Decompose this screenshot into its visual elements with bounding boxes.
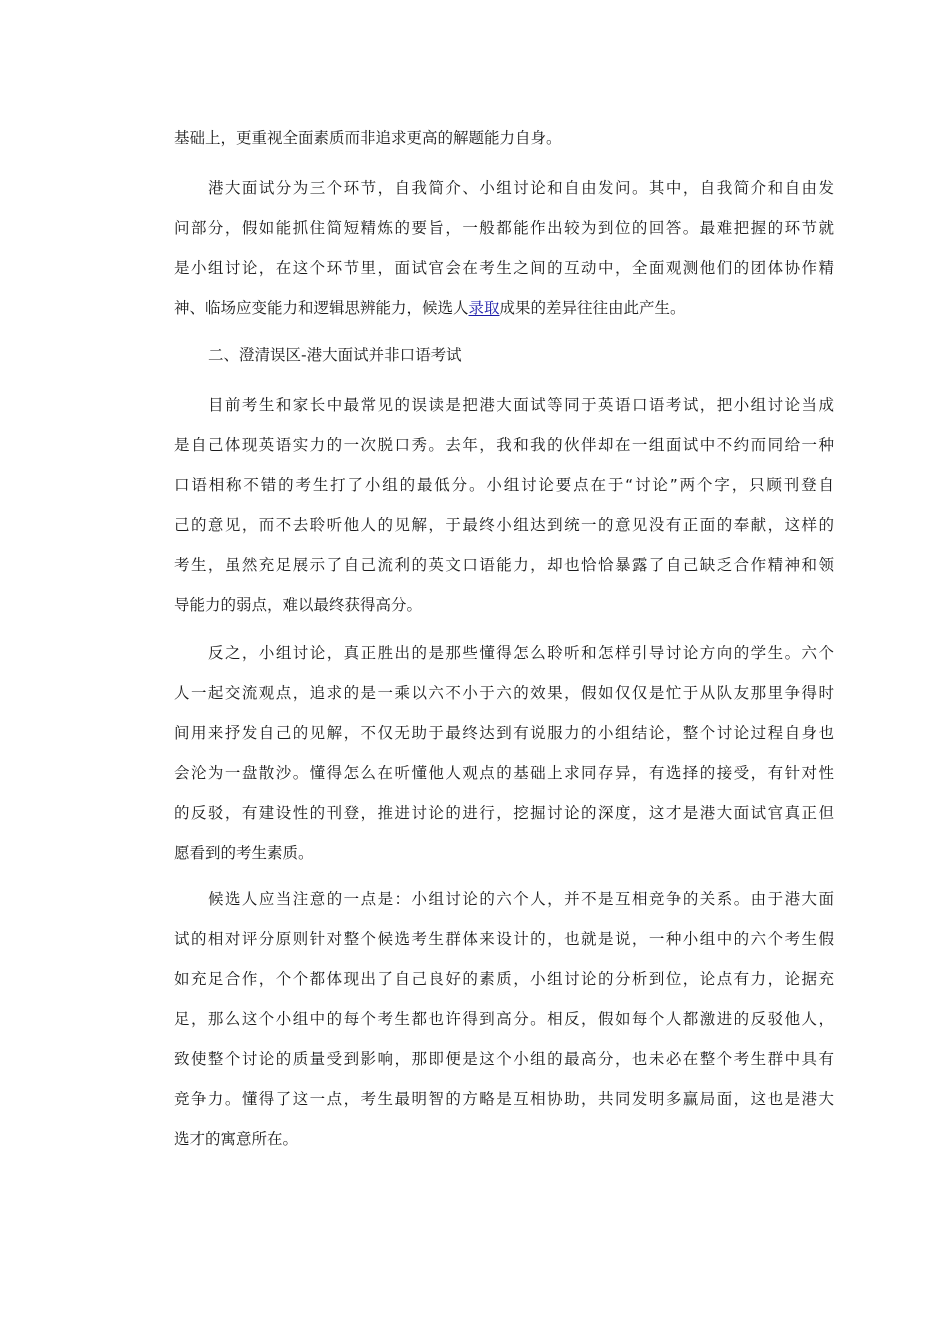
paragraph-4-line-4: 足，那么这个小组中的每个考生都也许得到高分。相反，假如每个人都激进的反驳他人，	[174, 1010, 834, 1028]
paragraph-2-line-1: 目前考生和家长中最常见的误读是把港大面试等同于英语口语考试，把小组讨论当成	[208, 396, 834, 414]
admission-link[interactable]: 录取	[468, 299, 500, 317]
paragraph-1-line-3: 是小组讨论，在这个环节里，面试官会在考生之间的互动中，全面观测他们的团体协作精	[174, 259, 834, 277]
paragraph-1-line-1: 港大面试分为三个环节，自我简介、小组讨论和自由发问。其中，自我简介和自由发	[208, 179, 834, 197]
paragraph-3-line-6: 愿看到的考生素质。	[174, 844, 314, 862]
paragraph-2-line-5: 考生，虽然充足展示了自己流利的英文口语能力，却也恰恰暴露了自己缺乏合作精神和领	[174, 556, 834, 574]
paragraph-4-line-3: 如充足合作，个个都体现出了自己良好的素质，小组讨论的分析到位，论点有力，论据充	[174, 970, 834, 988]
paragraph-1-line-2: 问部分，假如能抓住简短精炼的要旨，一般都能作出较为到位的回答。最难把握的环节就	[174, 219, 834, 237]
paragraph-2-line-3: 口语相称不错的考生打了小组的最低分。小组讨论要点在于“讨论”两个字，只顾刊登自	[174, 476, 834, 494]
paragraph-0-line-1: 基础上，更重视全面素质而非追求更高的解题能力自身。	[174, 129, 562, 147]
paragraph-4-line-1: 候选人应当注意的一点是：小组讨论的六个人，并不是互相竞争的关系。由于港大面	[208, 890, 834, 908]
paragraph-3-line-2: 人一起交流观点，追求的是一乘以六不小于六的效果，假如仅仅是忙于从队友那里争得时	[174, 684, 834, 702]
paragraph-3-line-3: 间用来抒发自己的见解，不仅无助于最终达到有说服力的小组结论，整个讨论过程自身也	[174, 724, 834, 742]
paragraph-1-line-4-text-before: 神、临场应变能力和逻辑思辨能力，候选人	[174, 299, 469, 317]
paragraph-2-line-6: 导能力的弱点，难以最终获得高分。	[174, 596, 423, 614]
paragraph-3-line-4: 会沦为一盘散沙。懂得怎么在听懂他人观点的基础上求同存异，有选择的接受，有针对性	[174, 764, 834, 782]
paragraph-4-line-6: 竞争力。懂得了这一点，考生最明智的方略是互相协助，共同发明多赢局面，这也是港大	[174, 1090, 834, 1108]
paragraph-2-line-2: 是自己体现英语实力的一次脱口秀。去年，我和我的伙伴却在一组面试中不约而同给一种	[174, 436, 834, 454]
paragraph-3-line-1: 反之，小组讨论，真正胜出的是那些懂得怎么聆听和怎样引导讨论方向的学生。六个	[208, 644, 834, 662]
paragraph-2-line-4: 己的意见，而不去聆听他人的见解，于最终小组达到统一的意见没有正面的奉献，这样的	[174, 516, 834, 534]
section-heading: 二、澄清误区-港大面试并非口语考试	[208, 346, 462, 364]
paragraph-1-line-4	[174, 298, 834, 318]
paragraph-1-line-4-text-after: 成果的差异往往由此产生。	[499, 299, 686, 317]
paragraph-4-line-7: 选才的寓意所在。	[174, 1130, 299, 1148]
paragraph-4-line-5: 致使整个讨论的质量受到影响，那即便是这个小组的最高分，也未必在整个考生群中具有	[174, 1050, 834, 1068]
paragraph-3-line-5: 的反驳，有建设性的刊登，推进讨论的进行，挖掘讨论的深度，这才是港大面试官真正但	[174, 804, 834, 822]
paragraph-4-line-2: 试的相对评分原则针对整个候选考生群体来设计的，也就是说，一种小组中的六个考生假	[174, 930, 834, 948]
